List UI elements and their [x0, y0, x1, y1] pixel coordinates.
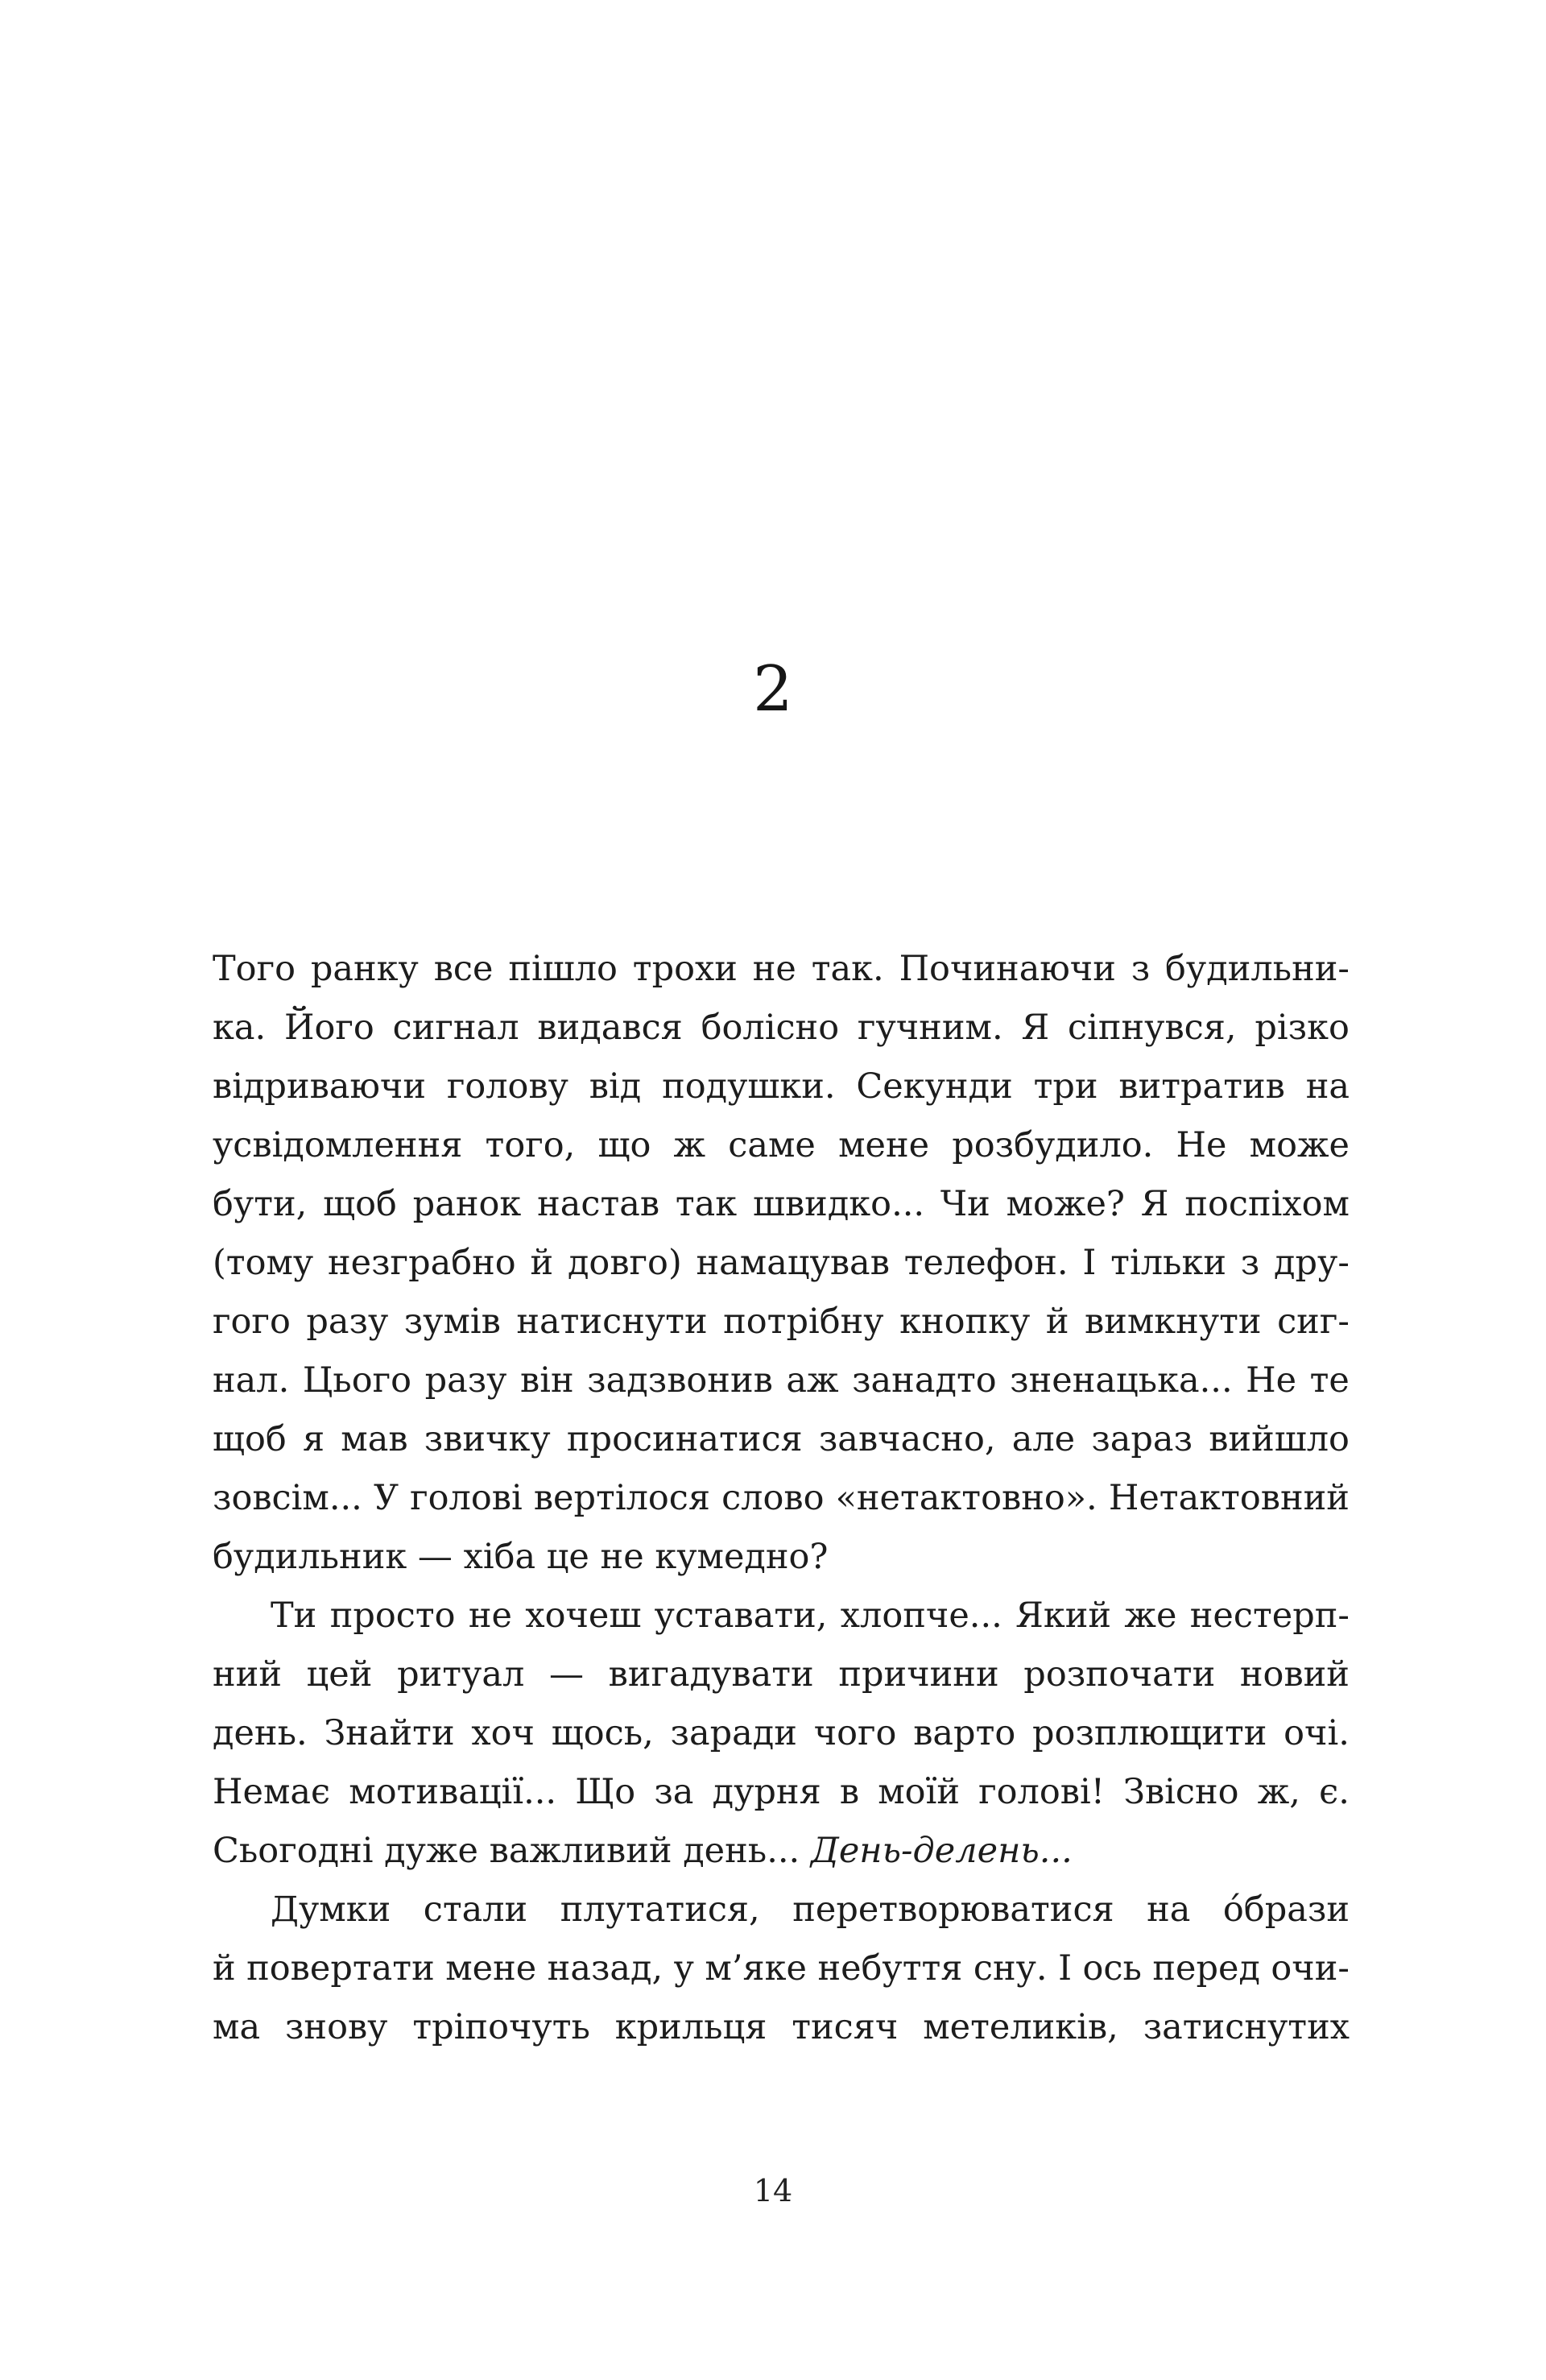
word: може [1249, 1125, 1350, 1165]
word: звичку [424, 1419, 551, 1459]
word: чого [813, 1713, 897, 1753]
word: Немає [213, 1772, 331, 1812]
word: й [1045, 1302, 1069, 1342]
word: різко [1255, 1008, 1350, 1048]
word: Того [213, 949, 296, 989]
word: сиг- [1277, 1302, 1350, 1342]
word: варто [913, 1713, 1016, 1753]
word: пішло [508, 949, 618, 989]
word: моїй [878, 1772, 960, 1812]
word: тільки [1110, 1243, 1226, 1283]
word: завчасно, [818, 1419, 996, 1459]
word: Цього [302, 1360, 412, 1401]
word: — [548, 1654, 584, 1695]
text-line [213, 1293, 1350, 1351]
word: трохи [632, 949, 738, 989]
word: день. [213, 1713, 308, 1753]
text-line [213, 1116, 1350, 1175]
word: болісно [701, 1008, 840, 1048]
paragraph [213, 1587, 1350, 1881]
text-line [213, 1939, 1350, 1998]
word: сіпнувся, [1068, 1008, 1237, 1048]
word: Секунди [856, 1066, 1013, 1107]
word: потрібну [723, 1302, 884, 1342]
word: він [520, 1360, 574, 1401]
word: разу [306, 1302, 389, 1342]
word: хочеш [525, 1596, 642, 1636]
word: Не [1176, 1125, 1227, 1165]
word: уставати, [654, 1596, 828, 1636]
word: настав [537, 1184, 660, 1224]
word: подушки. [662, 1066, 836, 1107]
word: що [597, 1125, 651, 1165]
word: те [1309, 1360, 1350, 1401]
word: задзвонив [587, 1360, 773, 1401]
word: голову [446, 1066, 568, 1107]
paragraph [213, 940, 1350, 1587]
word: й [530, 1243, 554, 1283]
word: занадто [852, 1360, 997, 1401]
word: аж [786, 1360, 839, 1401]
word: швидко... [752, 1184, 925, 1224]
word: просто [329, 1596, 456, 1636]
word: три [1033, 1066, 1098, 1107]
word: намацував [696, 1243, 890, 1283]
word: не [752, 949, 796, 989]
text-line [213, 1998, 1350, 2057]
word: зараз [1091, 1419, 1193, 1459]
word: кнопку [899, 1302, 1031, 1342]
word: незграбно [328, 1243, 516, 1283]
text-line [213, 1175, 1350, 1234]
word: тисяч [792, 2007, 899, 2047]
word: з [1240, 1243, 1260, 1283]
word: телефон. [903, 1243, 1069, 1283]
word: метеликів, [923, 2007, 1118, 2047]
text-line [213, 1881, 1350, 1939]
word: витратив [1118, 1066, 1285, 1107]
text-segment: будильник — хіба це не кумедно? [213, 1537, 829, 1577]
text-block [213, 940, 1350, 2057]
word: слово [721, 1478, 825, 1518]
text-line [213, 1763, 1350, 1822]
word: нестерп- [1189, 1596, 1350, 1636]
text-segment: Сьогодні дуже важливий день... [213, 1831, 811, 1871]
word: сну. [973, 1948, 1048, 1989]
word: зненацька... [1010, 1360, 1233, 1401]
word: ранок [412, 1184, 522, 1224]
word: стали [423, 1890, 528, 1930]
text-line [213, 1528, 1350, 1587]
page-number: 14 [753, 2173, 793, 2208]
word: Починаючи [899, 949, 1116, 989]
word: з [1131, 949, 1151, 989]
text-line [213, 1587, 1350, 1645]
word: на [1305, 1066, 1350, 1107]
word: хлопче... [840, 1596, 1002, 1636]
text-line [213, 1234, 1350, 1293]
text-line [213, 1645, 1350, 1704]
word: дурня [712, 1772, 821, 1812]
word: тріпочуть [412, 2007, 590, 2047]
text-line [213, 940, 1350, 999]
word: Який [1015, 1596, 1112, 1636]
text-line [213, 1351, 1350, 1410]
word: І [1082, 1243, 1097, 1283]
word: ж [673, 1125, 706, 1165]
word: плутатися, [560, 1890, 760, 1930]
word: Я [1021, 1008, 1050, 1048]
word: У [373, 1478, 399, 1518]
word: ма [213, 2007, 261, 2047]
word: перетворюватися [792, 1890, 1114, 1930]
word: Знайти [324, 1713, 455, 1753]
word: Нетактовний [1108, 1478, 1350, 1518]
word: очи- [1271, 1948, 1350, 1989]
text-line [213, 1469, 1350, 1528]
word: ритуал [397, 1654, 525, 1695]
word: назад, [547, 1948, 663, 1989]
word: дру- [1274, 1243, 1350, 1283]
word: поспіхом [1184, 1184, 1350, 1224]
word: сигнал [392, 1008, 519, 1048]
word: знову [284, 2007, 388, 2047]
word: розбудило. [952, 1125, 1154, 1165]
word: ний [213, 1654, 282, 1695]
word: цей [306, 1654, 373, 1695]
word: Ти [271, 1596, 317, 1636]
word: голові! [978, 1772, 1106, 1812]
word: саме [728, 1125, 816, 1165]
word: очі. [1284, 1713, 1350, 1753]
word: разу [424, 1360, 507, 1401]
word: може? [1006, 1184, 1125, 1224]
word: щось, [551, 1713, 654, 1753]
word: ранку [310, 949, 419, 989]
word: не [468, 1596, 512, 1636]
word: вимкнути [1084, 1302, 1262, 1342]
word: зовсім... [213, 1478, 362, 1518]
word: хоч [471, 1713, 535, 1753]
word: ка. [213, 1008, 267, 1048]
word: розпочати [1023, 1654, 1216, 1695]
word: (тому [213, 1243, 314, 1283]
word: мене [838, 1125, 930, 1165]
word: в [839, 1772, 860, 1812]
word: довго) [567, 1243, 682, 1283]
word: голові [410, 1478, 523, 1518]
word: усвідомлення [213, 1125, 463, 1165]
word: так. [811, 949, 884, 989]
word: є. [1319, 1772, 1350, 1812]
word: мотивації... [349, 1772, 557, 1812]
text-line [213, 1410, 1350, 1469]
word: же [1124, 1596, 1177, 1636]
word: вертілося [533, 1478, 710, 1518]
word: будильни- [1165, 949, 1350, 989]
word: так [675, 1184, 738, 1224]
text-segment: День-делень... [810, 1831, 1073, 1871]
word: небуття [817, 1948, 963, 1989]
word: бути, [213, 1184, 308, 1224]
word: все [433, 949, 494, 989]
word: Що [575, 1772, 636, 1812]
word: але [1011, 1419, 1076, 1459]
word: вигадувати [608, 1654, 814, 1695]
word: я [302, 1419, 325, 1459]
word: відриваючи [213, 1066, 426, 1107]
word: гучним. [857, 1008, 1003, 1048]
word: за [654, 1772, 694, 1812]
word: м’яке [705, 1948, 807, 1989]
word: мене [445, 1948, 537, 1989]
word: щоб [323, 1184, 397, 1224]
text-line [213, 1058, 1350, 1116]
word: Думки [271, 1890, 391, 1930]
word: І [1058, 1948, 1073, 1989]
word: зумів [403, 1302, 501, 1342]
word: причини [838, 1654, 999, 1695]
word: у [673, 1948, 694, 1989]
word: Звісно [1123, 1772, 1239, 1812]
word: видався [537, 1008, 683, 1048]
word: на [1147, 1890, 1191, 1930]
word: о́брази [1222, 1890, 1350, 1930]
text-line [213, 1704, 1350, 1763]
word: нал. [213, 1360, 290, 1401]
word: розплющити [1032, 1713, 1267, 1753]
word: затиснутих [1143, 2007, 1350, 2047]
word: заради [670, 1713, 797, 1753]
text-line [213, 1822, 1350, 1881]
chapter-number: 2 [753, 653, 793, 726]
text-line [213, 999, 1350, 1058]
word: Його [284, 1008, 374, 1048]
word: повертати [246, 1948, 435, 1989]
word: від [589, 1066, 642, 1107]
word: Не [1246, 1360, 1297, 1401]
word: «нетактовно». [835, 1478, 1097, 1518]
word: й [213, 1948, 236, 1989]
word: просинатися [566, 1419, 803, 1459]
word: Чи [940, 1184, 990, 1224]
paragraph [213, 1881, 1350, 2057]
word: натиснути [516, 1302, 708, 1342]
word: ж, [1257, 1772, 1300, 1812]
word: крильця [614, 2007, 767, 2047]
word: мав [341, 1419, 408, 1459]
word: новий [1239, 1654, 1350, 1695]
word: перед [1152, 1948, 1260, 1989]
word: ось [1082, 1948, 1142, 1989]
word: того, [485, 1125, 576, 1165]
word: вийшло [1209, 1419, 1350, 1459]
word: щоб [213, 1419, 287, 1459]
word: гого [213, 1302, 291, 1342]
word: Я [1140, 1184, 1169, 1224]
